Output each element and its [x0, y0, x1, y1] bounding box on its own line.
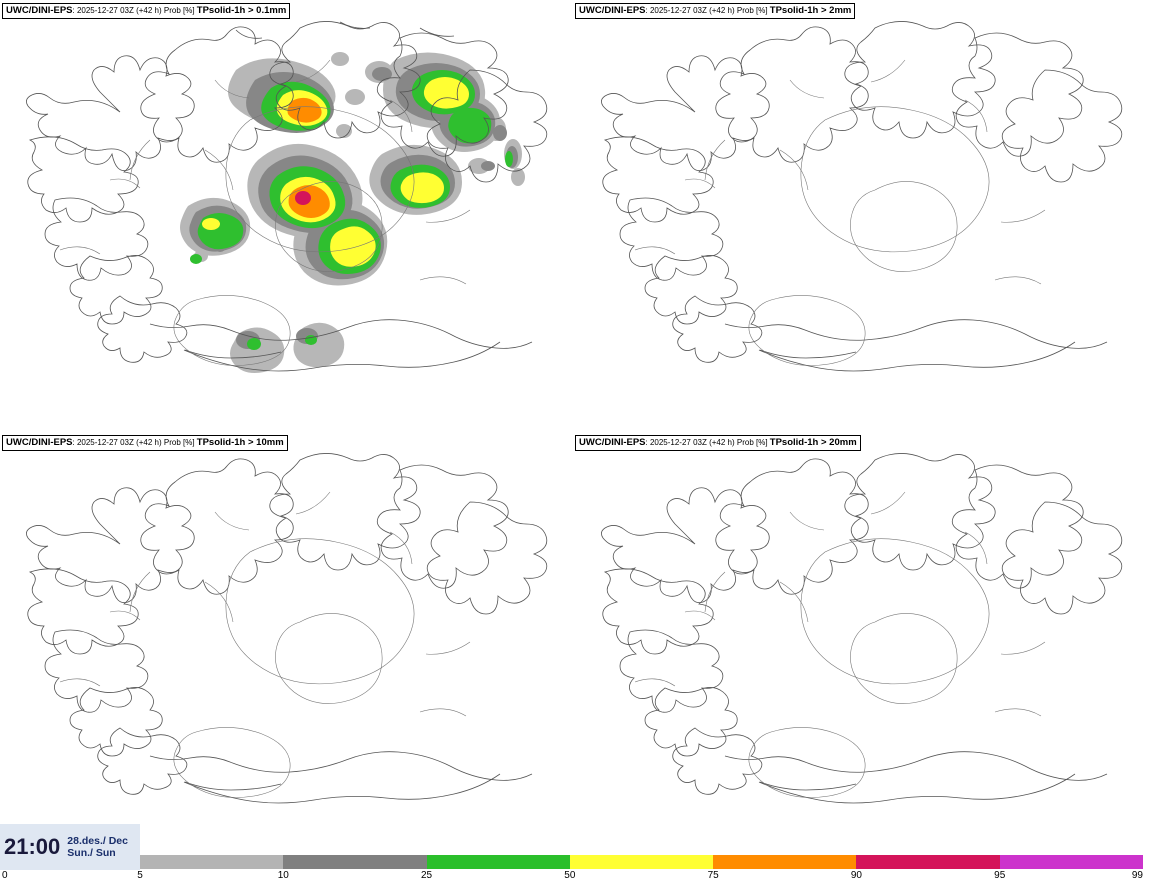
inland-boundaries-3	[635, 492, 1045, 798]
colorbar	[140, 855, 1143, 869]
panel-model-label: UWC/DINI-EPS	[6, 437, 73, 448]
coastline-1	[601, 21, 1121, 371]
panel-model-label: UWC/DINI-EPS	[579, 437, 646, 448]
panel-title-3	[575, 435, 861, 451]
map-canvas-1[interactable]	[575, 0, 1150, 432]
colorbar-segment-5	[856, 855, 999, 869]
colorbar-segment-3	[570, 855, 713, 869]
panel-run-label: : 2025-12-27 03Z (+42 h) Prob [%]	[645, 438, 770, 447]
panel-variable-label: TPsolid-1h > 0.1mm	[196, 5, 287, 16]
colorbar-tick-25: 25	[421, 870, 433, 881]
colorbar-segment-0	[140, 855, 283, 869]
panel-title-2	[2, 435, 288, 451]
map-canvas-2[interactable]	[0, 432, 575, 864]
colorbar-tick-99: 99	[1131, 870, 1143, 881]
map-panel-1[interactable]	[575, 0, 1150, 432]
valid-date-line2: Sun./ Sun	[67, 847, 116, 859]
colorbar-segment-4	[713, 855, 856, 869]
colorbar-tick-90: 90	[850, 870, 862, 881]
valid-time-value: 21:00	[4, 834, 61, 859]
panel-run-label: : 2025-12-27 03Z (+42 h) Prob [%]	[645, 6, 770, 15]
panel-model-label: UWC/DINI-EPS	[6, 5, 73, 16]
panel-variable-label: TPsolid-1h > 20mm	[769, 437, 857, 448]
colorbar-segment-2	[427, 855, 570, 869]
valid-date-block	[67, 835, 128, 860]
panel-title-0	[2, 3, 290, 19]
colorbar-tick-95: 95	[994, 870, 1006, 881]
map-panel-3[interactable]	[575, 432, 1150, 864]
panel-variable-label: TPsolid-1h > 2mm	[769, 5, 852, 16]
colorbar-tick-5: 5	[137, 870, 143, 881]
colorbar-segment-6	[1000, 855, 1143, 869]
panel-title-1	[575, 3, 855, 19]
map-canvas-3[interactable]	[575, 432, 1150, 864]
valid-time-box	[0, 824, 140, 870]
colorbar-tick-50: 50	[564, 870, 576, 881]
valid-date-line1: 28.des./ Dec	[67, 834, 128, 847]
panel-variable-label: TPsolid-1h > 10mm	[196, 437, 284, 448]
colorbar-tick-labels	[0, 870, 1150, 884]
coastline-2	[26, 453, 546, 803]
colorbar-segment-1	[283, 855, 426, 869]
inland-boundaries-2	[60, 492, 470, 798]
coastline-3	[601, 453, 1121, 803]
map-canvas-0[interactable]	[0, 0, 575, 432]
colorbar-tick-0: 0	[2, 870, 8, 881]
panel-run-label: : 2025-12-27 03Z (+42 h) Prob [%]	[72, 6, 197, 15]
colorbar-tick-75: 75	[707, 870, 719, 881]
colorbar-tick-10: 10	[277, 870, 289, 881]
map-panel-2[interactable]	[0, 432, 575, 864]
map-panel-0[interactable]	[0, 0, 575, 432]
footer-bar	[0, 824, 1150, 891]
inland-boundaries-1	[635, 60, 1045, 366]
panel-run-label: : 2025-12-27 03Z (+42 h) Prob [%]	[72, 438, 197, 447]
probability-shading-0	[180, 52, 525, 373]
panel-model-label: UWC/DINI-EPS	[579, 5, 646, 16]
